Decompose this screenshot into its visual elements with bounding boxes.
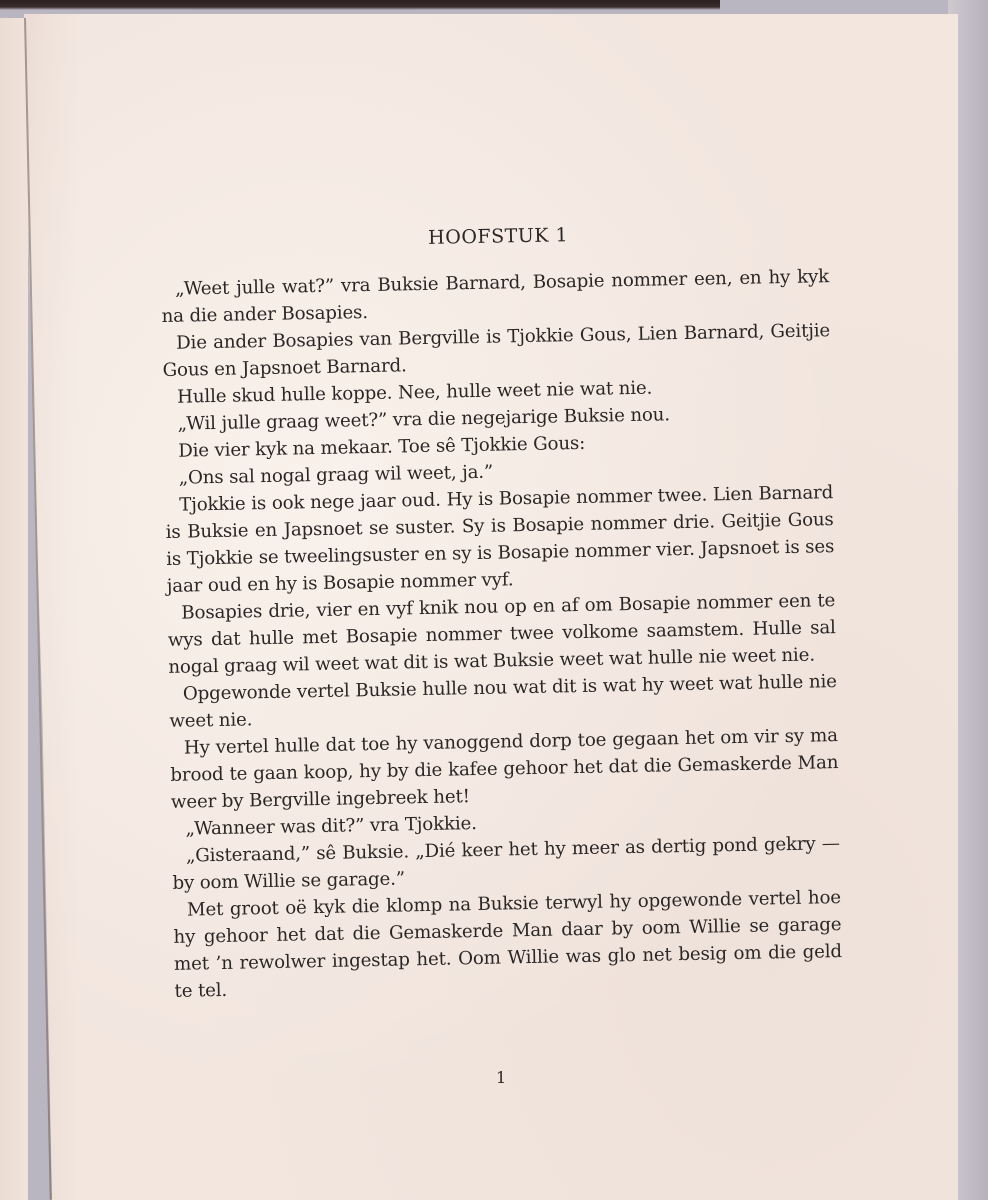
paragraph: „Wil julle graag weet?” vra die negejarige Buksie nou. bbox=[177, 404, 671, 435]
paragraph: Die vier kyk na mekaar. Toe sê Tjokkie Gous: bbox=[178, 432, 586, 462]
facing-page-edge bbox=[0, 18, 28, 1200]
paragraph: „Weet julle wat?” vra Buksie Barnard, Bosapie nommer een, en hy kyk na die ander Bosapies. bbox=[161, 266, 830, 327]
book-cover-edge bbox=[0, 0, 720, 10]
paragraph: „Wanneer was dit?” vra Tjokkie. bbox=[185, 813, 477, 840]
paragraph: Hy vertel hulle dat toe hy vanoggend dorp toe gegaan het om vir sy ma brood te gaan koop, hy by die kafee gehoor het dat die Gemaskerde Man weer by Bergville ingebreek het! bbox=[170, 725, 839, 813]
paragraph: „Gisteraand,” sê Buksie. „Dié keer het hy meer as dertig pond gekry — by oom Willie se garage.” bbox=[172, 833, 841, 894]
paragraph: Hulle skud hulle koppe. Nee, hulle weet nie wat nie. bbox=[176, 377, 653, 408]
paragraph: Die ander Bosapies van Bergville is Tjokkie Gous, Lien Barnard, Geitjie Gous en Japsnoet Barnard. bbox=[162, 320, 831, 381]
paragraph: Tjokkie is ook nege jaar oud. Hy is Bosapie nommer twee. Lien Barnard is Buksie en Japsnoet se suster. Sy is Bosapie nommer drie. Geitjie Gous is Tjokkie se tweelingsuster en sy is Bosapie nommer vier. Japsnoet is ses jaar oud en hy is Bosapie nommer vyf. bbox=[165, 482, 835, 597]
paragraph: Met groot oë kyk die klomp na Buksie terwyl hy opgewonde vertel hoe hy gehoor het dat die Gemaskerde Man daar by oom Willie se garage met ’n rewolwer ingestap het. Oom Willie was glo net besig om die geld te tel. bbox=[173, 887, 843, 1002]
page-text-block bbox=[160, 219, 843, 1005]
chapter-title: HOOFSTUK 1 bbox=[427, 224, 569, 249]
paragraph: Opgewonde vertel Buksie hulle nou wat dit is wat hy weet wat hulle nie weet nie. bbox=[169, 671, 837, 732]
page-number: 1 bbox=[496, 1068, 507, 1087]
paragraph: Bosapies drie, vier en vyf knik nou op en af om Bosapie nommer een te wys dat hulle met Bosapie nommer twee volkome saamstem. Hulle sal nogal graag wil weet wat dit is wat Buksie weet wat hulle nie weet nie. bbox=[167, 590, 836, 678]
paragraph: „Ons sal nogal graag wil weet, ja.” bbox=[178, 461, 494, 489]
